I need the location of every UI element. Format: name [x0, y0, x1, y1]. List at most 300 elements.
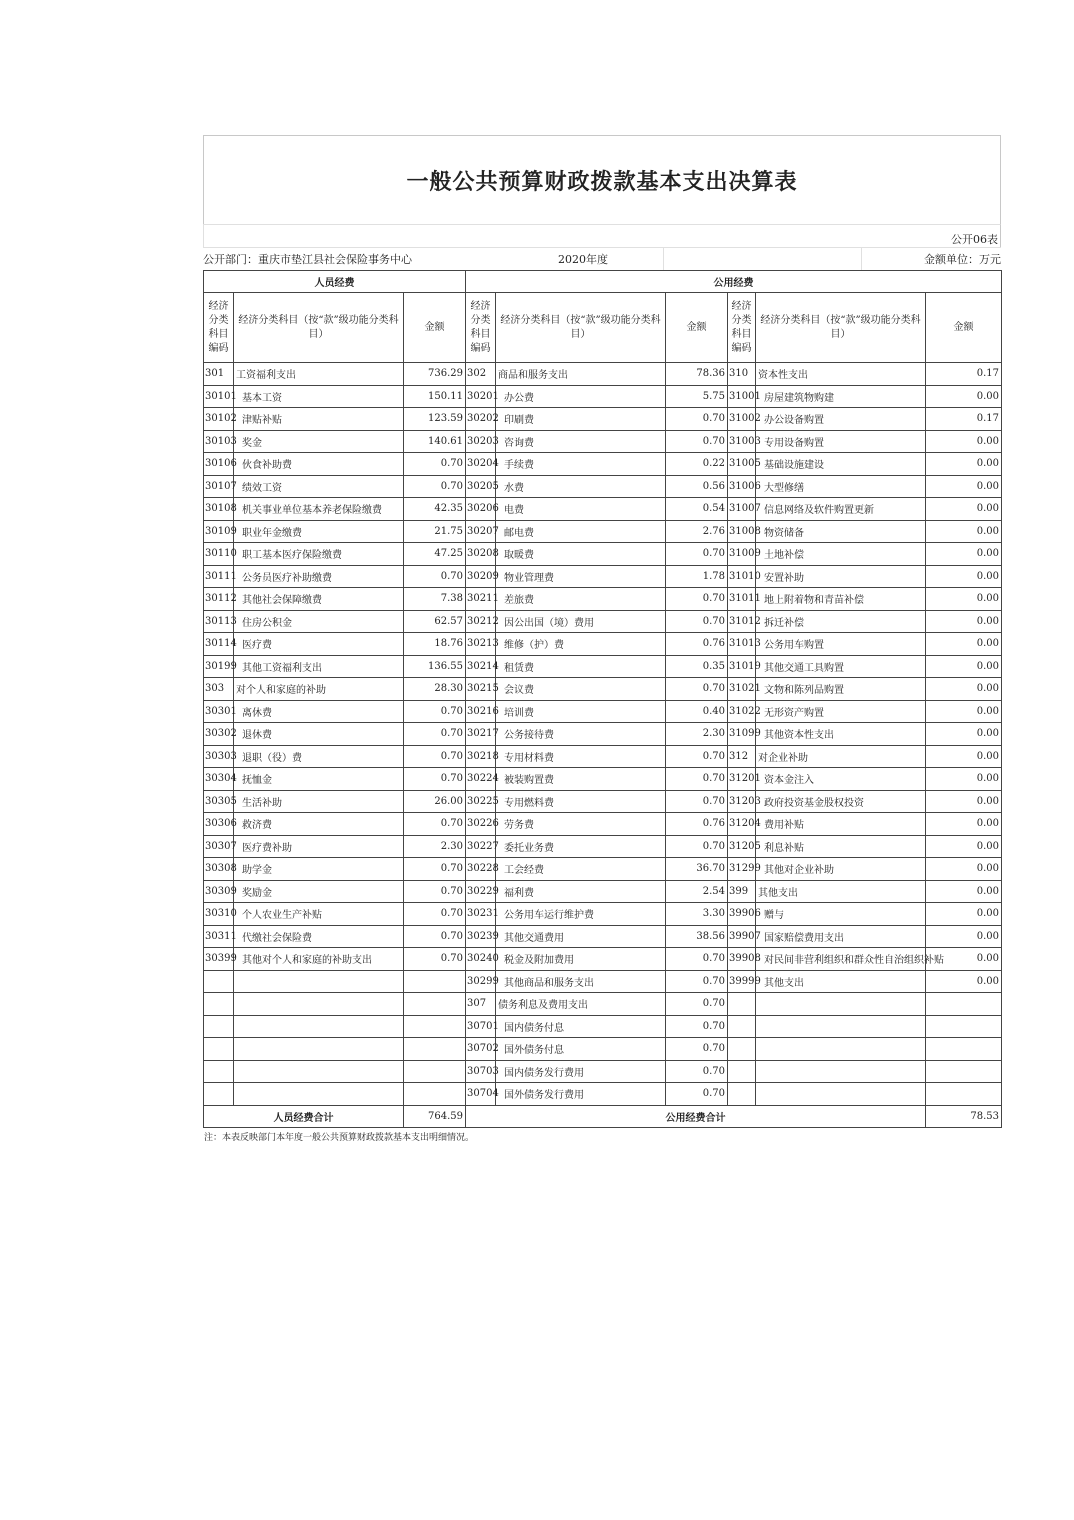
capital-name-cell: 利息补贴 — [756, 835, 926, 858]
public-amount-cell: 0.70 — [666, 745, 728, 768]
capital-amount-cell: 0.00 — [926, 700, 1002, 723]
public-amount-cell: 0.70 — [666, 588, 728, 611]
table-row — [204, 430, 1002, 453]
budget-table — [203, 270, 1002, 1128]
capital-amount-cell: 0.17 — [926, 363, 1002, 386]
personnel-code-cell — [204, 970, 234, 993]
table-row — [204, 700, 1002, 723]
personnel-code-cell: 30113 — [204, 610, 234, 633]
column-header-amount: 金额 — [926, 293, 1002, 363]
capital-name-cell: 赠与 — [756, 903, 926, 926]
public-amount-cell: 0.70 — [666, 610, 728, 633]
personnel-name-cell: 住房公积金 — [234, 610, 404, 633]
public-name-cell: 福利费 — [496, 880, 666, 903]
capital-name-cell: 其他支出 — [756, 880, 926, 903]
personnel-name-cell: 津贴补贴 — [234, 408, 404, 431]
public-code-cell: 30231 — [466, 903, 496, 926]
capital-name-cell: 对企业补助 — [756, 745, 926, 768]
personnel-name-cell: 工资福利支出 — [234, 363, 404, 386]
page-title: 一般公共预算财政拨款基本支出决算表 — [406, 169, 798, 195]
personnel-code-cell: 303 — [204, 678, 234, 701]
public-name-cell: 租赁费 — [496, 655, 666, 678]
public-amount-cell: 0.70 — [666, 430, 728, 453]
table-row — [204, 1038, 1002, 1061]
table-code: 公开06表 — [951, 233, 998, 246]
public-code-cell: 30215 — [466, 678, 496, 701]
capital-name-cell: 其他资本性支出 — [756, 723, 926, 746]
public-total-label: 公用经费合计 — [466, 1105, 926, 1128]
table-row — [204, 723, 1002, 746]
personnel-amount-cell — [404, 1015, 466, 1038]
capital-amount-cell: 0.00 — [926, 520, 1002, 543]
table-row — [204, 1060, 1002, 1083]
public-code-cell: 30201 — [466, 385, 496, 408]
capital-code-cell: 39999 — [728, 970, 756, 993]
personnel-name-cell: 退职（役）费 — [234, 745, 404, 768]
public-amount-cell: 38.56 — [666, 925, 728, 948]
capital-code-cell: 31019 — [728, 655, 756, 678]
table-row — [204, 498, 1002, 521]
personnel-code-cell — [204, 1038, 234, 1061]
column-header-row — [204, 293, 1002, 363]
personnel-code-cell: 30111 — [204, 565, 234, 588]
title-row — [203, 135, 1001, 224]
personnel-code-cell: 30109 — [204, 520, 234, 543]
personnel-amount-cell: 0.70 — [404, 880, 466, 903]
public-amount-cell: 0.70 — [666, 678, 728, 701]
capital-name-cell: 基础设施建设 — [756, 453, 926, 476]
personnel-amount-cell: 0.70 — [404, 565, 466, 588]
capital-code-cell: 31006 — [728, 475, 756, 498]
personnel-name-cell: 生活补助 — [234, 790, 404, 813]
personnel-name-cell: 抚恤金 — [234, 768, 404, 791]
capital-name-cell: 文物和陈列品购置 — [756, 678, 926, 701]
personnel-name-cell — [234, 1015, 404, 1038]
public-name-cell: 维修（护）费 — [496, 633, 666, 656]
capital-code-cell: 31008 — [728, 520, 756, 543]
personnel-name-cell: 退休费 — [234, 723, 404, 746]
public-name-cell: 专用材料费 — [496, 745, 666, 768]
public-amount-cell: 2.76 — [666, 520, 728, 543]
meta-spacer — [663, 248, 861, 270]
personnel-amount-cell: 123.59 — [404, 408, 466, 431]
public-code-cell: 30227 — [466, 835, 496, 858]
capital-amount-cell — [926, 1060, 1002, 1083]
capital-amount-cell: 0.00 — [926, 723, 1002, 746]
capital-name-cell: 无形资产购置 — [756, 700, 926, 723]
capital-amount-cell: 0.00 — [926, 835, 1002, 858]
personnel-amount-cell — [404, 1060, 466, 1083]
column-header-name: 经济分类科目（按“款”级功能分类科目） — [234, 293, 404, 363]
table-row — [204, 1083, 1002, 1106]
public-name-cell: 债务利息及费用支出 — [496, 993, 666, 1016]
personnel-name-cell: 其他工资福利支出 — [234, 655, 404, 678]
public-code-cell: 30228 — [466, 858, 496, 881]
personnel-name-cell: 其他社会保障缴费 — [234, 588, 404, 611]
personnel-amount-cell: 0.70 — [404, 925, 466, 948]
column-header-name: 经济分类科目（按“款”级功能分类科目） — [756, 293, 926, 363]
personnel-name-cell: 基本工资 — [234, 385, 404, 408]
personnel-name-cell: 伙食补助费 — [234, 453, 404, 476]
capital-name-cell — [756, 1060, 926, 1083]
capital-name-cell: 公务用车购置 — [756, 633, 926, 656]
capital-amount-cell: 0.00 — [926, 903, 1002, 926]
capital-name-cell: 安置补助 — [756, 565, 926, 588]
capital-amount-cell: 0.00 — [926, 790, 1002, 813]
personnel-code-cell: 30199 — [204, 655, 234, 678]
column-header-code: 经济分类科目编码 — [466, 293, 496, 363]
table-row — [204, 993, 1002, 1016]
public-code-cell: 30218 — [466, 745, 496, 768]
public-code-cell: 30702 — [466, 1038, 496, 1061]
capital-name-cell: 其他交通工具购置 — [756, 655, 926, 678]
capital-name-cell: 土地补偿 — [756, 543, 926, 566]
capital-code-cell — [728, 1083, 756, 1106]
capital-code-cell — [728, 1038, 756, 1061]
capital-code-cell: 39906 — [728, 903, 756, 926]
capital-name-cell: 费用补贴 — [756, 813, 926, 836]
public-name-cell: 邮电费 — [496, 520, 666, 543]
table-code-row — [203, 224, 1001, 247]
capital-amount-cell: 0.00 — [926, 858, 1002, 881]
capital-code-cell: 399 — [728, 880, 756, 903]
public-name-cell: 手续费 — [496, 453, 666, 476]
capital-name-cell: 国家赔偿费用支出 — [756, 925, 926, 948]
public-name-cell: 其他交通费用 — [496, 925, 666, 948]
table-row — [204, 948, 1002, 971]
personnel-code-cell: 30309 — [204, 880, 234, 903]
personnel-amount-cell: 26.00 — [404, 790, 466, 813]
capital-code-cell: 31203 — [728, 790, 756, 813]
public-amount-cell: 0.35 — [666, 655, 728, 678]
capital-name-cell: 房屋建筑物购建 — [756, 385, 926, 408]
capital-code-cell: 31013 — [728, 633, 756, 656]
capital-name-cell: 办公设备购置 — [756, 408, 926, 431]
capital-code-cell: 312 — [728, 745, 756, 768]
table-row — [204, 588, 1002, 611]
totals-row — [204, 1105, 1002, 1128]
public-code-cell: 30204 — [466, 453, 496, 476]
personnel-amount-cell: 0.70 — [404, 948, 466, 971]
meta-spacer — [861, 248, 924, 270]
public-amount-cell: 2.30 — [666, 723, 728, 746]
capital-amount-cell: 0.00 — [926, 948, 1002, 971]
capital-code-cell: 31010 — [728, 565, 756, 588]
public-code-cell: 30217 — [466, 723, 496, 746]
public-amount-cell: 0.70 — [666, 1060, 728, 1083]
personnel-code-cell: 30306 — [204, 813, 234, 836]
personnel-code-cell: 30310 — [204, 903, 234, 926]
personnel-name-cell: 职业年金缴费 — [234, 520, 404, 543]
public-code-cell: 30206 — [466, 498, 496, 521]
table-row — [204, 1015, 1002, 1038]
capital-amount-cell: 0.00 — [926, 970, 1002, 993]
capital-amount-cell: 0.00 — [926, 498, 1002, 521]
footnote: 注：本表反映部门本年度一般公共预算财政拨款基本支出明细情况。 — [204, 1133, 475, 1143]
public-name-cell: 工会经费 — [496, 858, 666, 881]
table-row — [204, 678, 1002, 701]
personnel-amount-cell: 736.29 — [404, 363, 466, 386]
capital-code-cell: 31009 — [728, 543, 756, 566]
capital-code-cell — [728, 1060, 756, 1083]
personnel-code-cell: 30311 — [204, 925, 234, 948]
table-row — [204, 925, 1002, 948]
public-amount-cell: 0.70 — [666, 948, 728, 971]
capital-code-cell: 31012 — [728, 610, 756, 633]
personnel-name-cell: 助学金 — [234, 858, 404, 881]
personnel-code-cell: 30110 — [204, 543, 234, 566]
personnel-name-cell: 公务员医疗补助缴费 — [234, 565, 404, 588]
personnel-amount-cell — [404, 970, 466, 993]
public-name-cell: 物业管理费 — [496, 565, 666, 588]
public-name-cell: 取暖费 — [496, 543, 666, 566]
capital-code-cell: 31099 — [728, 723, 756, 746]
public-amount-cell: 0.70 — [666, 543, 728, 566]
public-name-cell: 印刷费 — [496, 408, 666, 431]
table-row — [204, 475, 1002, 498]
table-row — [204, 790, 1002, 813]
meta-row — [203, 247, 1001, 270]
public-code-cell: 30226 — [466, 813, 496, 836]
capital-code-cell: 39907 — [728, 925, 756, 948]
public-amount-cell: 0.40 — [666, 700, 728, 723]
public-amount-cell: 3.30 — [666, 903, 728, 926]
personnel-amount-cell: 0.70 — [404, 813, 466, 836]
personnel-code-cell: 30399 — [204, 948, 234, 971]
capital-amount-cell: 0.00 — [926, 813, 1002, 836]
personnel-total-value: 764.59 — [404, 1105, 466, 1128]
public-name-cell: 专用燃料费 — [496, 790, 666, 813]
personnel-amount-cell: 18.76 — [404, 633, 466, 656]
personnel-name-cell: 奖金 — [234, 430, 404, 453]
capital-code-cell: 31011 — [728, 588, 756, 611]
capital-amount-cell: 0.00 — [926, 588, 1002, 611]
personnel-name-cell — [234, 1060, 404, 1083]
table-row — [204, 610, 1002, 633]
public-amount-cell: 0.76 — [666, 633, 728, 656]
public-code-cell: 30211 — [466, 588, 496, 611]
personnel-name-cell: 奖励金 — [234, 880, 404, 903]
personnel-amount-cell — [404, 1038, 466, 1061]
table-row — [204, 880, 1002, 903]
capital-code-cell: 31002 — [728, 408, 756, 431]
capital-name-cell: 政府投资基金股权投资 — [756, 790, 926, 813]
capital-code-cell: 31007 — [728, 498, 756, 521]
capital-code-cell: 39908 — [728, 948, 756, 971]
personnel-code-cell: 30114 — [204, 633, 234, 656]
capital-code-cell: 31299 — [728, 858, 756, 881]
public-amount-cell: 0.70 — [666, 835, 728, 858]
table-row — [204, 520, 1002, 543]
public-amount-cell: 0.70 — [666, 408, 728, 431]
public-amount-cell: 78.36 — [666, 363, 728, 386]
capital-amount-cell — [926, 1038, 1002, 1061]
personnel-code-cell: 30108 — [204, 498, 234, 521]
personnel-code-cell — [204, 1083, 234, 1106]
public-code-cell: 30205 — [466, 475, 496, 498]
table-row — [204, 813, 1002, 836]
capital-code-cell: 31204 — [728, 813, 756, 836]
personnel-code-cell — [204, 1015, 234, 1038]
personnel-amount-cell: 0.70 — [404, 745, 466, 768]
personnel-amount-cell: 42.35 — [404, 498, 466, 521]
personnel-code-cell — [204, 1060, 234, 1083]
capital-amount-cell: 0.00 — [926, 880, 1002, 903]
personnel-code-cell: 30112 — [204, 588, 234, 611]
personnel-code-cell: 30301 — [204, 700, 234, 723]
personnel-amount-cell: 150.11 — [404, 385, 466, 408]
personnel-amount-cell: 0.70 — [404, 723, 466, 746]
column-header-name: 经济分类科目（按“款”级功能分类科目） — [496, 293, 666, 363]
personnel-name-cell: 绩效工资 — [234, 475, 404, 498]
public-code-cell: 30216 — [466, 700, 496, 723]
capital-code-cell — [728, 1015, 756, 1038]
personnel-amount-cell — [404, 1083, 466, 1106]
group-header-personnel: 人员经费 — [204, 271, 466, 293]
public-amount-cell: 0.70 — [666, 790, 728, 813]
column-header-amount: 金额 — [404, 293, 466, 363]
personnel-code-cell: 30307 — [204, 835, 234, 858]
table-row — [204, 565, 1002, 588]
capital-amount-cell: 0.00 — [926, 768, 1002, 791]
public-name-cell: 咨询费 — [496, 430, 666, 453]
public-amount-cell: 36.70 — [666, 858, 728, 881]
public-name-cell: 水费 — [496, 475, 666, 498]
public-code-cell: 30239 — [466, 925, 496, 948]
personnel-name-cell: 其他对个人和家庭的补助支出 — [234, 948, 404, 971]
personnel-name-cell: 离休费 — [234, 700, 404, 723]
public-name-cell: 国内债务发行费用 — [496, 1060, 666, 1083]
public-amount-cell: 0.54 — [666, 498, 728, 521]
personnel-total-label: 人员经费合计 — [204, 1105, 404, 1128]
capital-name-cell — [756, 1083, 926, 1106]
budget-sheet — [203, 135, 1001, 1143]
personnel-name-cell — [234, 1038, 404, 1061]
capital-amount-cell: 0.00 — [926, 385, 1002, 408]
public-code-cell: 30229 — [466, 880, 496, 903]
public-name-cell: 因公出国（境）费用 — [496, 610, 666, 633]
personnel-name-cell: 救济费 — [234, 813, 404, 836]
capital-amount-cell: 0.00 — [926, 430, 1002, 453]
public-code-cell: 30299 — [466, 970, 496, 993]
capital-code-cell: 310 — [728, 363, 756, 386]
public-amount-cell: 0.70 — [666, 1015, 728, 1038]
public-name-cell: 其他商品和服务支出 — [496, 970, 666, 993]
personnel-code-cell: 30103 — [204, 430, 234, 453]
public-name-cell: 会议费 — [496, 678, 666, 701]
personnel-amount-cell: 7.38 — [404, 588, 466, 611]
personnel-name-cell: 职工基本医疗保险缴费 — [234, 543, 404, 566]
public-name-cell: 商品和服务支出 — [496, 363, 666, 386]
capital-name-cell: 对民间非营利组织和群众性自治组织补贴 — [756, 948, 926, 971]
personnel-code-cell: 30101 — [204, 385, 234, 408]
capital-name-cell — [756, 1038, 926, 1061]
personnel-code-cell: 30102 — [204, 408, 234, 431]
table-row — [204, 363, 1002, 386]
table-row — [204, 745, 1002, 768]
capital-amount-cell: 0.00 — [926, 655, 1002, 678]
capital-name-cell: 专用设备购置 — [756, 430, 926, 453]
public-code-cell: 30703 — [466, 1060, 496, 1083]
capital-code-cell: 31022 — [728, 700, 756, 723]
personnel-amount-cell: 47.25 — [404, 543, 466, 566]
public-amount-cell: 0.22 — [666, 453, 728, 476]
public-name-cell: 劳务费 — [496, 813, 666, 836]
personnel-amount-cell: 0.70 — [404, 858, 466, 881]
personnel-code-cell: 30304 — [204, 768, 234, 791]
personnel-amount-cell: 28.30 — [404, 678, 466, 701]
personnel-name-cell — [234, 970, 404, 993]
capital-amount-cell: 0.00 — [926, 633, 1002, 656]
personnel-amount-cell: 0.70 — [404, 768, 466, 791]
capital-amount-cell: 0.00 — [926, 678, 1002, 701]
personnel-amount-cell: 0.70 — [404, 700, 466, 723]
public-code-cell: 30207 — [466, 520, 496, 543]
personnel-code-cell — [204, 993, 234, 1016]
public-name-cell: 委托业务费 — [496, 835, 666, 858]
capital-name-cell: 资本金注入 — [756, 768, 926, 791]
personnel-amount-cell: 0.70 — [404, 453, 466, 476]
public-name-cell: 国外债务发行费用 — [496, 1083, 666, 1106]
capital-name-cell: 其他支出 — [756, 970, 926, 993]
public-amount-cell: 5.75 — [666, 385, 728, 408]
public-code-cell: 30704 — [466, 1083, 496, 1106]
public-code-cell: 30240 — [466, 948, 496, 971]
capital-code-cell — [728, 993, 756, 1016]
money-unit: 金额单位：万元 — [924, 253, 1001, 266]
personnel-code-cell: 30107 — [204, 475, 234, 498]
table-row — [204, 543, 1002, 566]
public-code-cell: 30214 — [466, 655, 496, 678]
public-code-cell: 307 — [466, 993, 496, 1016]
public-name-cell: 办公费 — [496, 385, 666, 408]
column-header-code: 经济分类科目编码 — [728, 293, 756, 363]
capital-amount-cell: 0.00 — [926, 610, 1002, 633]
capital-code-cell: 31003 — [728, 430, 756, 453]
public-code-cell: 30701 — [466, 1015, 496, 1038]
capital-amount-cell: 0.17 — [926, 408, 1002, 431]
table-row — [204, 835, 1002, 858]
group-header-public: 公用经费 — [466, 271, 1002, 293]
capital-code-cell: 31021 — [728, 678, 756, 701]
public-name-cell: 差旅费 — [496, 588, 666, 611]
capital-name-cell: 物资储备 — [756, 520, 926, 543]
personnel-name-cell: 机关事业单位基本养老保险缴费 — [234, 498, 404, 521]
capital-name-cell: 信息网络及软件购置更新 — [756, 498, 926, 521]
personnel-name-cell: 个人农业生产补贴 — [234, 903, 404, 926]
public-code-cell: 302 — [466, 363, 496, 386]
public-name-cell: 公务用车运行维护费 — [496, 903, 666, 926]
personnel-code-cell: 30308 — [204, 858, 234, 881]
capital-code-cell: 31205 — [728, 835, 756, 858]
unit-name: 公开部门：重庆市垫江县社会保险事务中心 — [203, 253, 412, 266]
capital-name-cell: 地上附着物和青苗补偿 — [756, 588, 926, 611]
capital-code-cell: 31001 — [728, 385, 756, 408]
public-amount-cell: 1.78 — [666, 565, 728, 588]
capital-amount-cell: 0.00 — [926, 745, 1002, 768]
capital-name-cell: 其他对企业补助 — [756, 858, 926, 881]
capital-name-cell — [756, 993, 926, 1016]
public-code-cell: 30213 — [466, 633, 496, 656]
public-code-cell: 30208 — [466, 543, 496, 566]
public-code-cell: 30203 — [466, 430, 496, 453]
personnel-code-cell: 30303 — [204, 745, 234, 768]
table-row — [204, 768, 1002, 791]
capital-amount-cell: 0.00 — [926, 543, 1002, 566]
capital-name-cell: 资本性支出 — [756, 363, 926, 386]
public-name-cell: 被装购置费 — [496, 768, 666, 791]
personnel-name-cell: 对个人和家庭的补助 — [234, 678, 404, 701]
